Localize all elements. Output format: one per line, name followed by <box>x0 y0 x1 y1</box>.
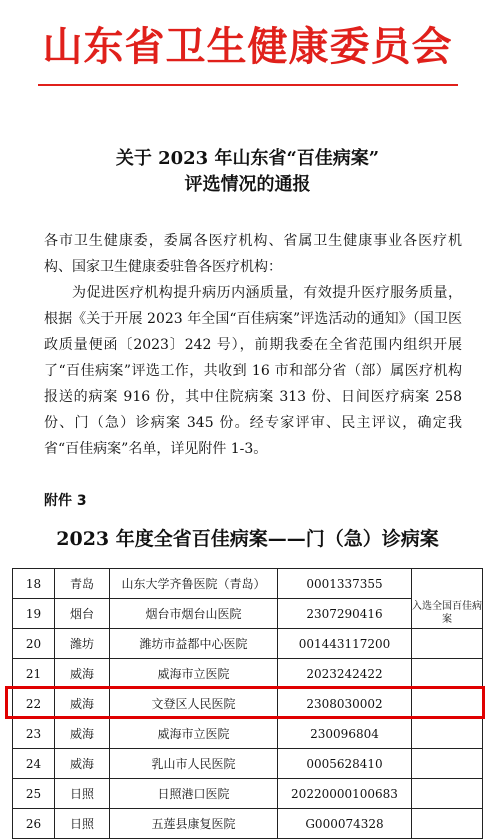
row-case-id: 2308030002 <box>278 689 412 719</box>
row-remark <box>412 779 483 809</box>
row-city: 威海 <box>55 689 110 719</box>
row-number: 21 <box>13 659 55 689</box>
row-remark <box>412 659 483 689</box>
row-city: 日照 <box>55 809 110 839</box>
row-hospital: 文登区人民医院 <box>110 689 278 719</box>
table-row <box>13 629 483 659</box>
row-case-id: 0001337355 <box>278 569 412 599</box>
row-number: 22 <box>13 689 55 719</box>
row-remark <box>412 809 483 839</box>
row-city: 烟台 <box>55 599 110 629</box>
table-row <box>13 569 483 599</box>
row-hospital: 日照港口医院 <box>110 779 278 809</box>
row-city: 威海 <box>55 659 110 689</box>
row-hospital: 烟台市烟台山医院 <box>110 599 278 629</box>
row-hospital: 山东大学齐鲁医院（青岛） <box>110 569 278 599</box>
row-hospital: 乳山市人民医院 <box>110 749 278 779</box>
row-hospital: 威海市立医院 <box>110 719 278 749</box>
row-city: 日照 <box>55 779 110 809</box>
row-city: 潍坊 <box>55 629 110 659</box>
row-remark <box>412 719 483 749</box>
notice-title-line-1: 关于 2023 年山东省“百佳病案” <box>115 148 380 169</box>
row-number: 23 <box>13 719 55 749</box>
row-city: 威海 <box>55 719 110 749</box>
table-row <box>13 599 483 629</box>
table-row <box>13 809 483 839</box>
cropped-text-line <box>44 462 462 470</box>
row-case-id: 2307290416 <box>278 599 412 629</box>
row-remark <box>412 629 483 659</box>
header-red-rule <box>38 84 458 86</box>
row-number: 24 <box>13 749 55 779</box>
table-row <box>13 749 483 779</box>
row-number: 19 <box>13 599 55 629</box>
row-remark: 入选全国百佳病案 <box>412 599 483 629</box>
row-number: 26 <box>13 809 55 839</box>
notice-title-line-2: 评选情况的通报 <box>184 174 311 195</box>
row-remark <box>412 749 483 779</box>
row-city: 青岛 <box>55 569 110 599</box>
notice-paragraph: 为促进医疗机构提升病历内涵质量，有效提升医疗服务质量，根据《关于开展 2023 年全国“百佳病案”评选活动的通知》（国卫医政质量便函〔2023〕242 号），前期我委在全省范围内组织开展了“百佳病案”评选工作，共收到 16 市和部分省（部）属医疗机构报送的病案 916 份，其中住院病案 313 份、日间医疗病案 258 份、门（急）诊病案 345 份。经专家评审、民主评议，确定我省“百佳病案”名单，详见附件 1-3。 <box>44 285 462 457</box>
row-hospital: 威海市立医院 <box>110 659 278 689</box>
row-case-id: 001443117200 <box>278 629 412 659</box>
table-row <box>13 659 483 689</box>
row-number: 18 <box>13 569 55 599</box>
attachment-label: 附件 3 <box>44 493 87 509</box>
row-case-id: G000074328 <box>278 809 412 839</box>
table-row <box>13 779 483 809</box>
row-number: 20 <box>13 629 55 659</box>
row-hospital: 潍坊市益都中心医院 <box>110 629 278 659</box>
row-hospital: 五莲县康复医院 <box>110 809 278 839</box>
row-remark <box>412 569 483 599</box>
row-number: 25 <box>13 779 55 809</box>
row-city: 威海 <box>55 749 110 779</box>
row-case-id: 20220000100683 <box>278 779 412 809</box>
notice-addressee: 各市卫生健康委，委属各医疗机构、省属卫生健康事业各医疗机构、国家卫生健康委驻鲁各医疗机构： <box>44 233 462 275</box>
row-highlight-box <box>5 686 485 719</box>
row-case-id: 0005628410 <box>278 749 412 779</box>
row-case-id: 230096804 <box>278 719 412 749</box>
row-case-id: 2023242422 <box>278 659 412 689</box>
attachment-title: 2023 年度全省百佳病案——门（急）诊病案 <box>56 528 439 550</box>
table-row <box>13 719 483 749</box>
org-header-title: 山东省卫生健康委员会 <box>42 23 453 70</box>
